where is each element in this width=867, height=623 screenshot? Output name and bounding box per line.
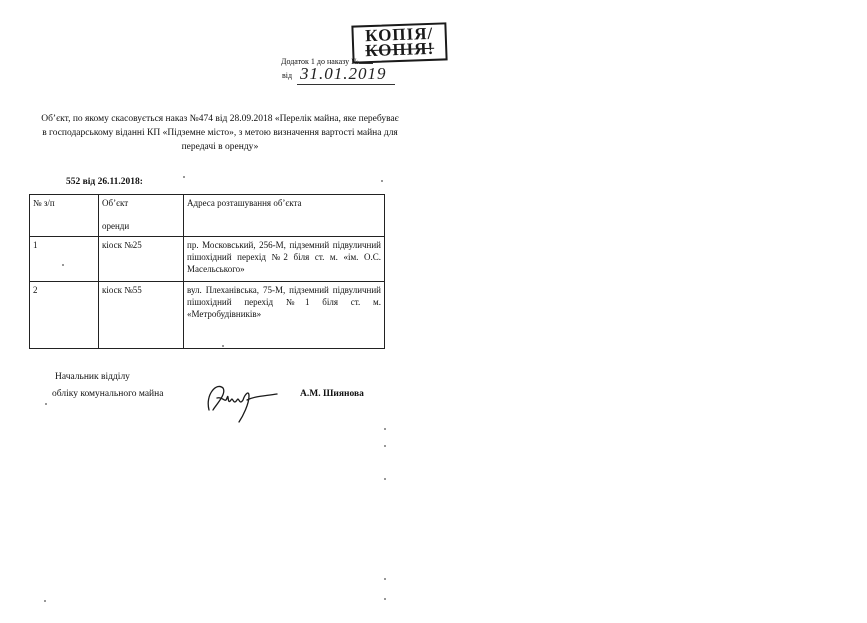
scan-speck [384,428,386,430]
table-row [30,282,385,349]
scan-speck [183,176,185,178]
scan-speck [45,403,47,405]
scan-speck [62,264,64,266]
signer-name: А.М. Шиянова [300,389,364,399]
scan-speck [384,598,386,600]
handwritten-signature [203,376,293,424]
handwritten-date: 31.01.2019 [297,64,395,85]
objects-table [29,194,385,349]
table-row [30,237,385,282]
table-header-row [30,195,385,237]
scan-speck [44,600,46,602]
row-address: вул. Плеханівська, 75-М, підземний підвуличний пішохідний перехід №1 біля ст. м. «Метробудівників» [184,282,385,349]
document-heading: Об’єкт, по якому скасовується наказ №474 від 28.09.2018 «Перелік майна, яке перебуває в господарському віданні КП «Підземне місто», з метою визначення вартості майна для передачі в оренду» [41,114,399,152]
stamp-line-2: КОПІЯ! [364,38,435,61]
row-object: кіоск №55 [99,282,184,349]
from-label: від [282,71,293,80]
stamp-line-1: КОПІЯ/ [364,23,434,46]
scan-speck [384,578,386,580]
register-number: 552 від 26.11.2018: [66,177,143,187]
row-num: 1 [30,237,99,282]
row-address: пр. Московський, 256-М, підземний підвуличний пішохідний перехід №2 біля ст. м. «ім. О.С. Масельського» [184,237,385,282]
position-line-2: обліку комунального майна [52,389,164,399]
scan-speck [384,478,386,480]
position-line-1: Начальник відділу [55,372,130,382]
header-num: № з/п [30,195,99,237]
header-object-line-1: Об’єкт [102,198,129,208]
addendum-text: Додаток 1 до наказу № [281,57,359,66]
scan-speck [222,345,224,347]
header-object-line-2: оренди [102,221,130,231]
scan-speck [381,180,383,182]
row-num: 2 [30,282,99,349]
scan-speck [384,445,386,447]
header-address: Адреса розташування об’єкта [184,195,385,237]
row-object: кіоск №25 [99,237,184,282]
header-object [99,195,184,237]
